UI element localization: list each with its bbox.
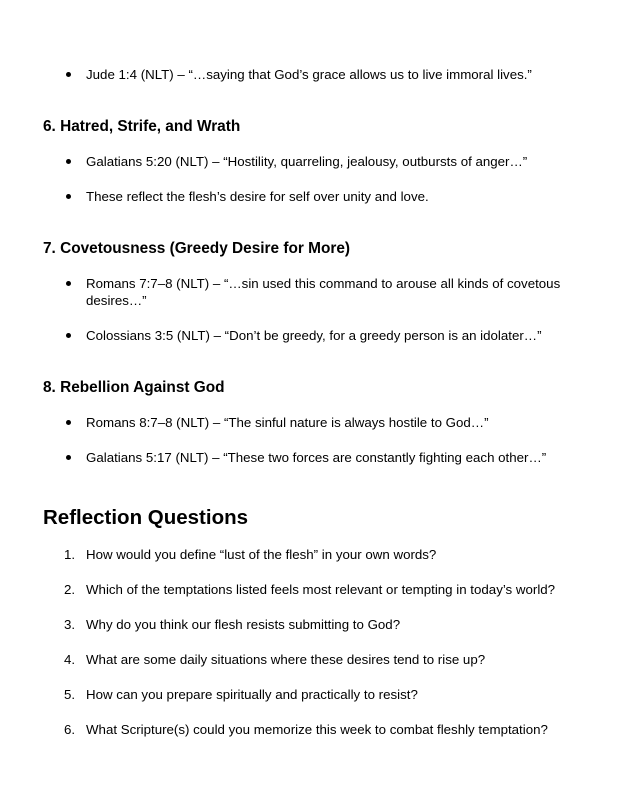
list-item-text: Jude 1:4 (NLT) – “…saying that God’s grace allows us to live immoral lives.”: [86, 67, 532, 82]
bullet-icon: [66, 159, 71, 164]
question-number: 3.: [64, 617, 76, 632]
list-item-text: Galatians 5:20 (NLT) – “Hostility, quarreling, jealousy, outbursts of anger…”: [86, 154, 528, 169]
list-item: [86, 414, 566, 431]
question-item: [64, 686, 586, 703]
list-item: [86, 275, 566, 309]
list-item-text: Romans 7:7–8 (NLT) – “…sin used this command to arouse all kinds of covetous desires…”: [86, 276, 561, 308]
bullet-icon: [66, 333, 71, 338]
list-item: [86, 188, 566, 205]
question-item: [64, 616, 586, 633]
question-number: 5.: [64, 687, 76, 702]
list-item: [86, 449, 566, 466]
list-item: [86, 66, 566, 83]
question-text: Why do you think our flesh resists submitting to God?: [86, 617, 401, 632]
question-text: How would you define “lust of the flesh” in your own words?: [86, 547, 437, 562]
question-item: [64, 721, 586, 738]
list-item-text: Romans 8:7–8 (NLT) – “The sinful nature is always hostile to God…”: [86, 415, 489, 430]
question-item: [64, 581, 586, 598]
bullet-icon: [66, 455, 71, 460]
list-item-text: Colossians 3:5 (NLT) – “Don’t be greedy, for a greedy person is an idolater…”: [86, 328, 542, 343]
question-number: 6.: [64, 722, 76, 737]
bullet-icon: [66, 420, 71, 425]
question-text: What Scripture(s) could you memorize this week to combat fleshly temptation?: [86, 722, 548, 737]
list-item-text: These reflect the flesh’s desire for self over unity and love.: [86, 189, 429, 204]
question-item: [64, 651, 586, 668]
question-item: [64, 546, 586, 563]
list-item: [86, 327, 566, 344]
question-number: 1.: [64, 547, 76, 562]
reflection-title: Reflection Questions: [43, 506, 249, 529]
section-heading: 7. Covetousness (Greedy Desire for More): [43, 240, 351, 257]
question-text: What are some daily situations where these desires tend to rise up?: [86, 652, 486, 667]
list-item: [86, 153, 566, 170]
bullet-icon: [66, 72, 71, 77]
question-number: 2.: [64, 582, 76, 597]
bullet-icon: [66, 281, 71, 286]
section-heading: 6. Hatred, Strife, and Wrath: [43, 118, 241, 135]
section-heading: 8. Rebellion Against God: [43, 379, 225, 396]
question-number: 4.: [64, 652, 76, 667]
question-text: Which of the temptations listed feels most relevant or tempting in today’s world?: [86, 582, 556, 597]
question-text: How can you prepare spiritually and practically to resist?: [86, 687, 418, 702]
bullet-icon: [66, 194, 71, 199]
list-item-text: Galatians 5:17 (NLT) – “These two forces are constantly fighting each other…”: [86, 450, 547, 465]
